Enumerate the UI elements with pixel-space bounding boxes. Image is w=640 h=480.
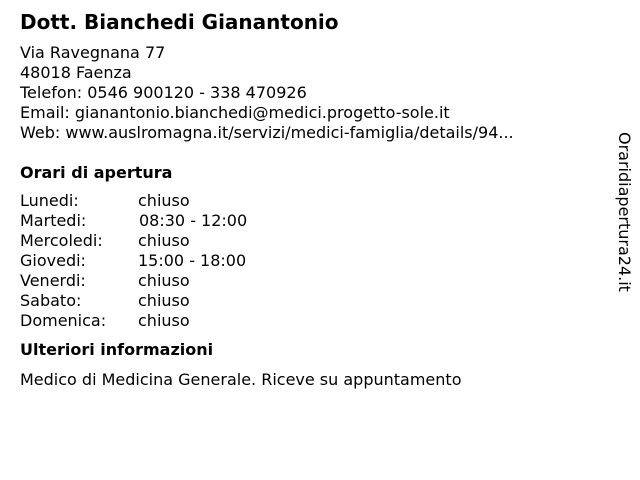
hours-day-label: Venerdi: [20,271,86,290]
opening-hours-list [20,191,600,331]
additional-info-title: Ulteriori informazioni [20,340,214,359]
hours-row-mercoledi [20,231,600,251]
hours-time-value: chiuso [138,311,190,330]
doctor-name: Dott. Bianchedi Gianantonio [20,10,339,34]
phone-line: Telefon: 0546 900120 - 338 470926 [20,83,307,102]
hours-day-label: Sabato: [20,291,82,310]
opening-hours-title: Orari di apertura [20,163,173,182]
hours-time-value: chiuso [138,191,190,210]
hours-row-giovedi [20,251,600,271]
site-watermark [612,132,636,310]
additional-info-text: Medico di Medicina Generale. Riceve su appuntamento [20,370,462,389]
hours-time-value: chiuso [138,291,190,310]
hours-time-value: 15:00 - 18:00 [138,251,247,270]
hours-day-label: Domenica: [20,311,107,330]
hours-row-lunedi [20,191,600,211]
email-line: Email: gianantonio.bianchedi@medici.progetto-sole.it [20,103,450,122]
hours-day-label: Mercoledi: [20,231,103,250]
hours-time-value: chiuso [138,271,190,290]
web-line: Web: www.auslromagna.it/servizi/medici-famiglia/details/94... [20,123,514,142]
city-address: 48018 Faenza [20,63,132,82]
hours-row-martedi [20,211,600,231]
hours-day-label: Martedi: [20,211,87,230]
contact-block [20,43,600,143]
doctor-card [20,10,600,390]
hours-row-domenica [20,311,600,331]
hours-day-label: Giovedi: [20,251,86,270]
street-address: Via Ravegnana 77 [20,43,166,62]
hours-day-label: Lunedi: [20,191,79,210]
hours-row-sabato [20,291,600,311]
hours-time-value: chiuso [138,231,190,250]
hours-time-value: 08:30 - 12:00 [139,211,248,230]
hours-row-venerdi [20,271,600,291]
site-watermark-text: Oraridiapertura24.it [615,132,634,292]
